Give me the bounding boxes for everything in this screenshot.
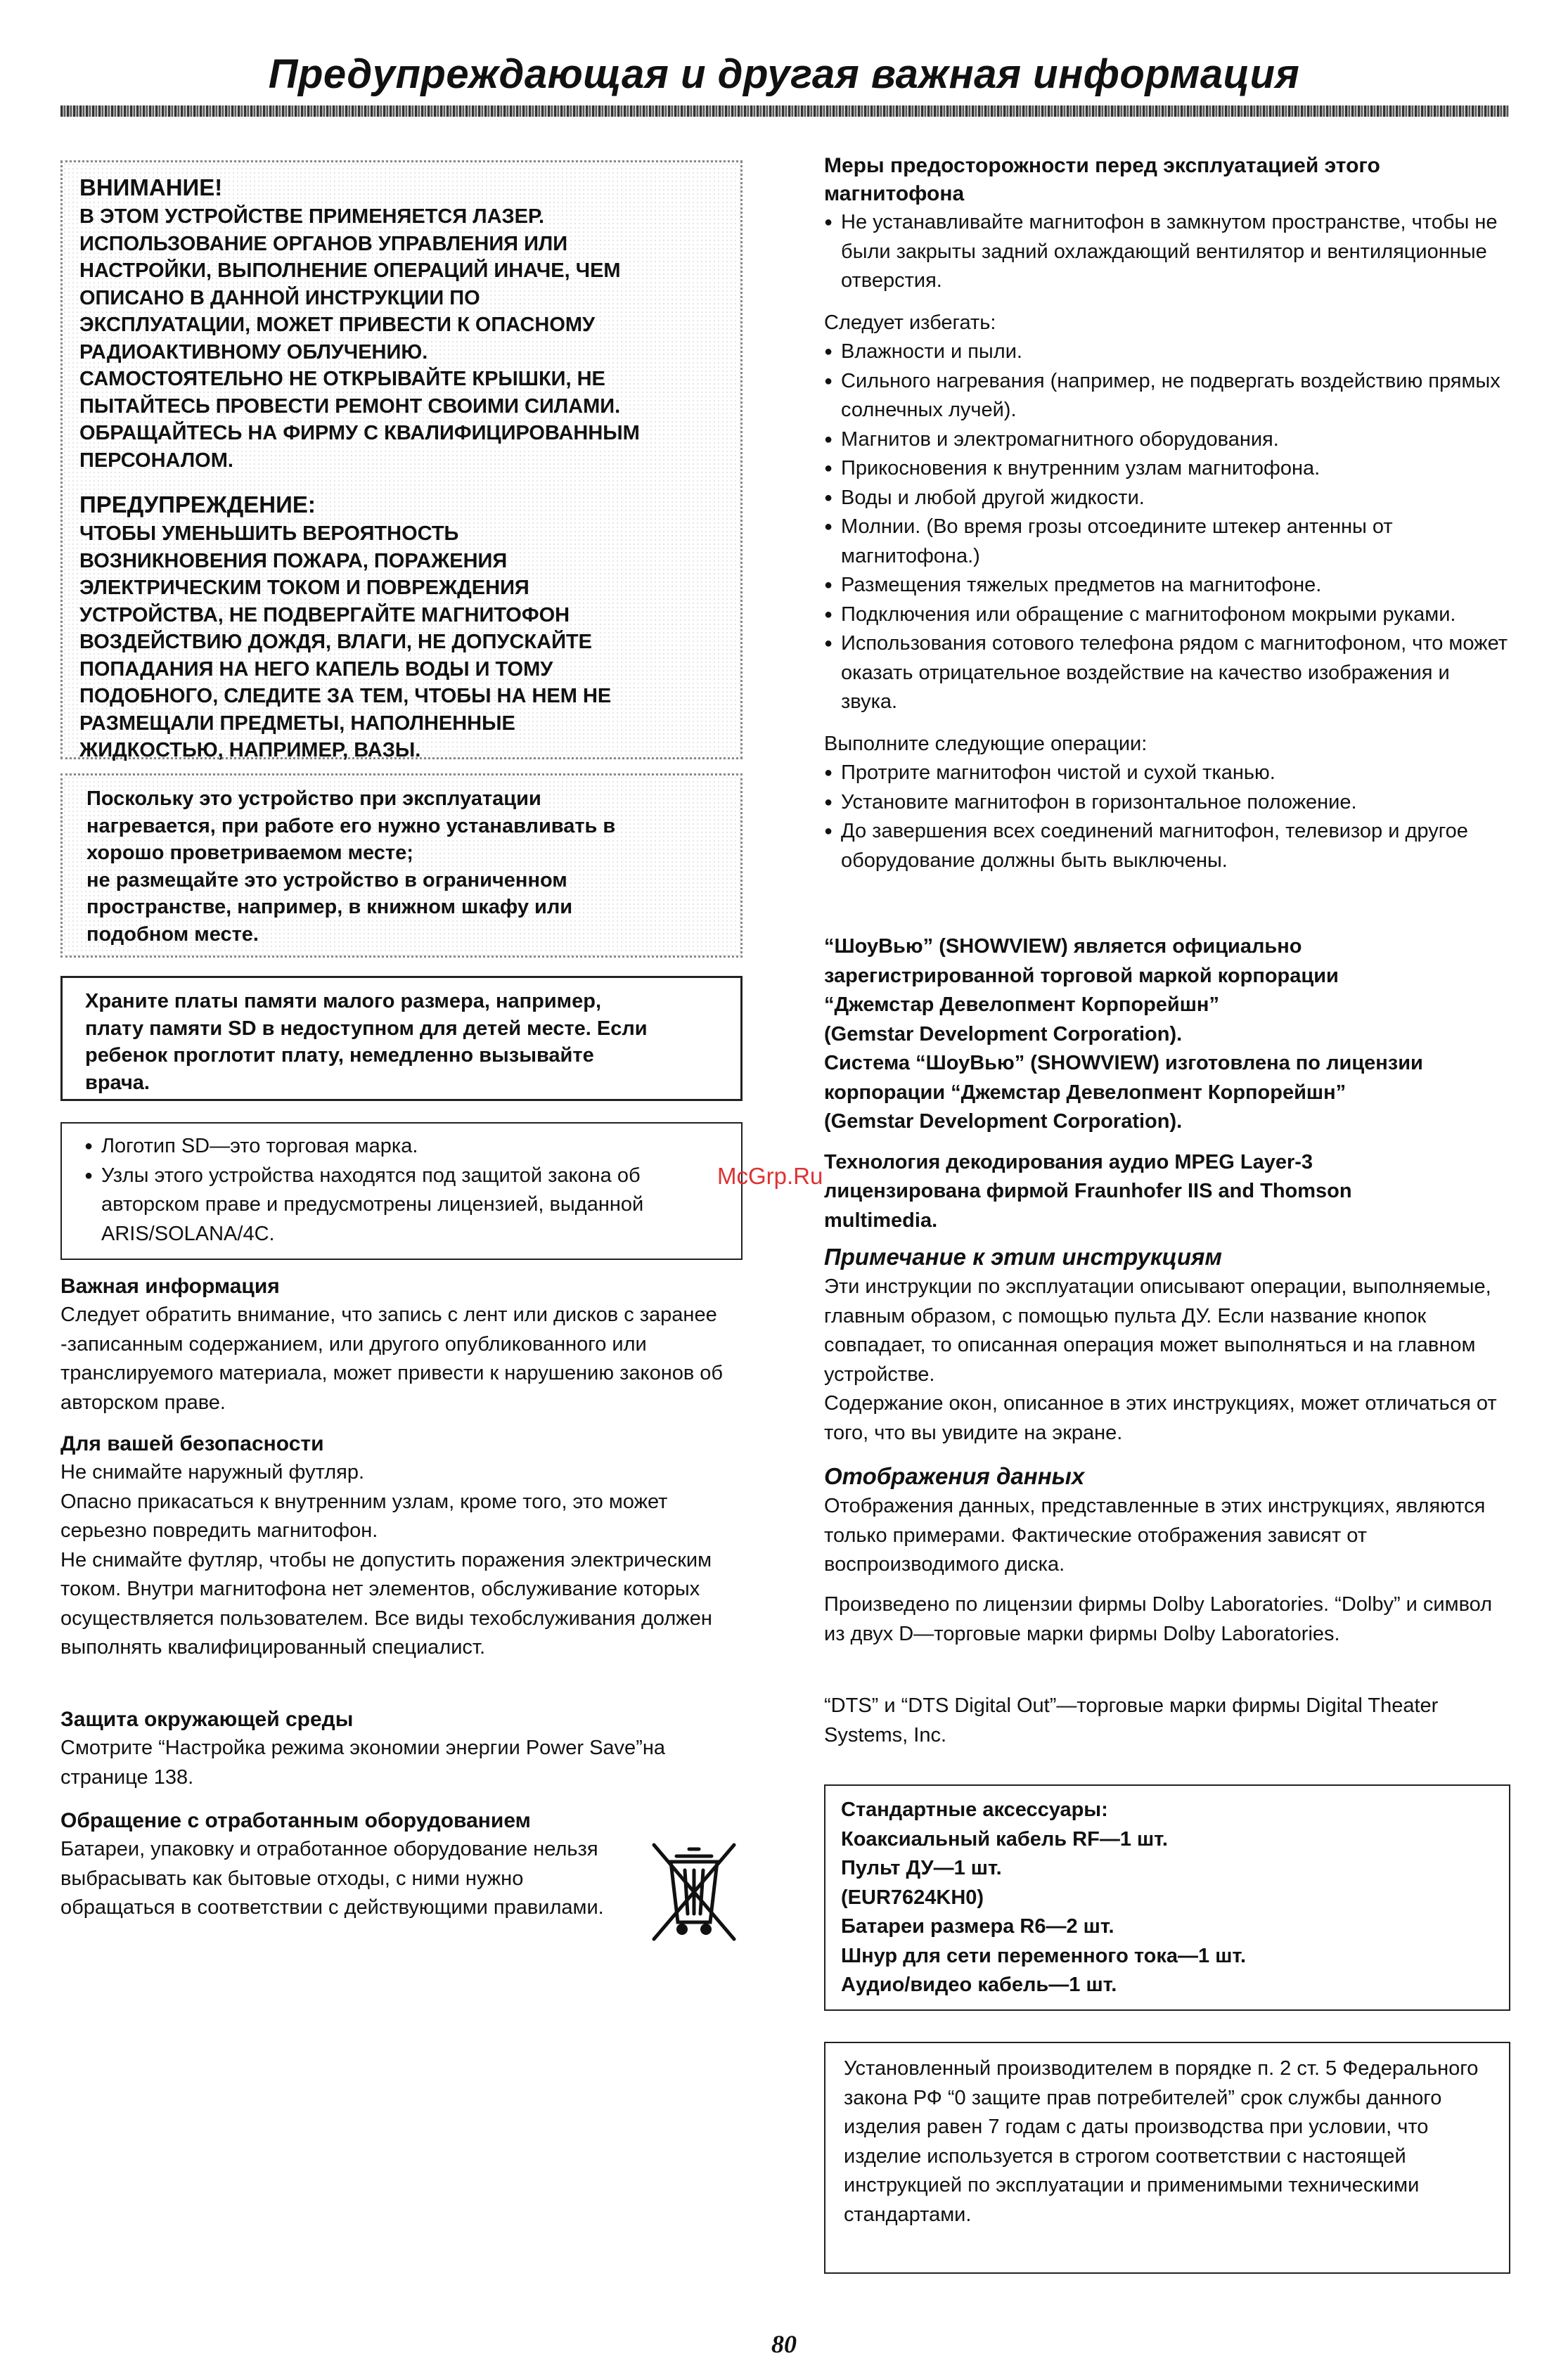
trademark-box (60, 1122, 743, 1260)
caution-line: САМОСТОЯТЕЛЬНО НЕ ОТКРЫВАЙТЕ КРЫШКИ, НЕ (79, 368, 605, 390)
caution-line: РАДИОАКТИВНОМУ ОБЛУЧЕНИЮ. (79, 340, 428, 363)
dolby-text: Произведено по лицензии фирмы Dolby Laboratories. “Dolby” и символ из двух D—торговые марки фирмы Dolby Laboratories. (824, 1593, 1493, 1645)
caution-line: ИСПОЛЬЗОВАНИЕ ОРГАНОВ УПРАВЛЕНИЯ ИЛИ (79, 232, 568, 255)
trademark-item: ● Логотип SD—это торговая марка. (84, 1132, 710, 1162)
disposal-text: Батареи, упаковку и отработанное оборудование нельзя выбрасывать как бытовые отходы, с ними нужно обращаться в соответствии с действующими правилами. (60, 1838, 604, 1919)
showview-line: корпорации “Джемстар Девелопмент Корпорейшн” (824, 1081, 1347, 1104)
display-section (824, 1461, 1510, 1580)
warning-heading: ПРЕДУПРЕЖДЕНИЕ: (79, 491, 316, 517)
safety-para: Не снимайте наружный футляр. (60, 1461, 365, 1484)
caution-line: НАСТРОЙКИ, ВЫПОЛНЕНИЕ ОПЕРАЦИЙ ИНАЧЕ, ЧЕМ (79, 259, 621, 282)
precaution-item: ● Не устанавливайте магнитофон в замкнутом пространстве, чтобы не были закрыты задний охлаждающий вентилятор и вентиляционные отверстия. (824, 208, 1510, 296)
accessories-box (824, 1784, 1510, 2011)
showview-line: Система “ШоуВью” (SHOWVIEW) изготовлена по лицензии (824, 1052, 1423, 1074)
page-number: 80 (771, 2330, 797, 2358)
caution-heading: ВНИМАНИЕ! (79, 174, 223, 200)
accessory-item: Батареи размера R6—2 шт. (841, 1915, 1114, 1938)
warning-line: УСТРОЙСТВА, НЕ ПОДВЕРГАЙТЕ МАГНИТОФОН (79, 603, 570, 626)
safety-para: Опасно прикасаться к внутренним узлам, кроме того, это может серьезно повредить магнитофон. (60, 1490, 668, 1542)
crossed-bin-icon (648, 1839, 740, 1945)
caution-box (60, 160, 743, 759)
page-title: Предупреждающая и другая важная информация (268, 51, 1300, 97)
sd-line: врача. (85, 1071, 150, 1094)
watermark-logo: McGrp.Ru (717, 1163, 823, 1189)
caution-line: ОПИСАНО В ДАННОЙ ИНСТРУКЦИИ ПО (79, 286, 480, 309)
mpeg-line: Технология декодирования аудио MPEG Layer-3 (824, 1150, 1313, 1173)
service-life-box (824, 2042, 1510, 2274)
note-section (824, 1242, 1510, 1448)
caution-line: ЭКСПЛУАТАЦИИ, МОЖЕТ ПРИВЕСТИ К ОПАСНОМУ (79, 314, 596, 336)
important-section (60, 1273, 746, 1417)
showview-line: (Gemstar Development Corporation). (824, 1110, 1183, 1133)
accessory-item: Шнур для сети переменного тока—1 шт. (841, 1944, 1247, 1967)
environment-text: Смотрите “Настройка режима экономии энергии Power Save”на странице 138. (60, 1737, 665, 1789)
trademark-item: ● Узлы этого устройства находятся под защитой закона об авторском праве и предусмотрены лицензией, выданной ARIS/SOLANA/4C. (84, 1162, 710, 1249)
important-heading: Важная информация (60, 1275, 280, 1298)
note-para: Эти инструкции по эксплуатации описывают операции, выполняемые, главным образом, с помощью пульта ДУ. Если название кнопок совпадает, то описанная операция может выполняться и на главном устройстве. (824, 1275, 1491, 1386)
note-heading: Примечание к этим инструкциям (824, 1244, 1222, 1270)
sd-line: Храните платы памяти малого размера, например, (85, 990, 602, 1012)
warning-line: ПОПАДАНИЯ НА НЕГО КАПЕЛЬ ВОДЫ И ТОМУ (79, 657, 553, 681)
caution-line: В ЭТОМ УСТРОЙСТВЕ ПРИМЕНЯЕТСЯ ЛАЗЕР. (79, 205, 545, 228)
environment-heading: Защита окружающей среды (60, 1708, 354, 1731)
safety-heading: Для вашей безопасности (60, 1432, 324, 1455)
safety-para: Не снимайте футляр, чтобы не допустить поражения электрическим током. Внутри магнитофона нет элементов, обслуживание которых осуществляется пользователем. Все виды техобслуживания должен выполнять квалифицированный специалист. (60, 1548, 712, 1659)
warning-line: ЭЛЕКТРИЧЕСКИМ ТОКОМ И ПОВРЕЖДЕНИЯ (79, 577, 529, 599)
avoid-item: ● Использования сотового телефона рядом с магнитофоном, что может оказать отрицательное воздействие на качество изображения и звука. (824, 629, 1510, 717)
disposal-section (60, 1807, 746, 1923)
sd-line: ребенок проглотит плату, немедленно вызывайте (85, 1044, 594, 1067)
warning-line: ЧТОБЫ УМЕНЬШИТЬ ВЕРОЯТНОСТЬ (79, 522, 459, 545)
warning-line: ПОДОБНОГО, СЛЕДИТЕ ЗА ТЕМ, ЧТОБЫ НА НЕМ НЕ (79, 685, 612, 707)
environment-section (60, 1706, 746, 1792)
heat-line: пространстве, например, в книжном шкафу или (86, 896, 573, 918)
service-life-text: Установленный производителем в порядке п. 2 ст. 5 Федерального закона РФ “0 защите прав потребителей” срок службы данного изделия равен 7 годам с даты производства при условии, что изделие используется в строгом соответствии с настоящей инструкцией по эксплуатации и применимыми техническими стандартами. (844, 2057, 1479, 2226)
warning-line: РАЗМЕЩАЛИ ПРЕДМЕТЫ, НАПОЛНЕННЫЕ (79, 712, 515, 735)
display-text: Отображения данных, представленные в этих инструкциях, являются только примерами. Фактические отображения зависят от воспроизводимого диска. (824, 1495, 1486, 1576)
avoid-item: ● Воды и любой другой жидкости. (824, 484, 1510, 513)
showview-line: зарегистрированной торговой маркой корпорации (824, 964, 1339, 987)
accessory-item: Аудио/видео кабель—1 шт. (841, 1974, 1117, 1996)
avoid-item: ● Размещения тяжелых предметов на магнитофоне. (824, 571, 1510, 600)
caution-line: ПЕРСОНАЛОМ. (79, 449, 233, 472)
avoid-item: ● Молнии. (Во время грозы отсоедините штекер антенны от магнитофона.) (824, 513, 1510, 571)
safety-section (60, 1430, 746, 1663)
do-item: ● Установите магнитофон в горизонтальное положение. (824, 788, 1510, 818)
showview-line: “ШоуВью” (SHOWVIEW) является официально (824, 935, 1302, 958)
disposal-heading: Обращение с отработанным оборудованием (60, 1809, 531, 1832)
mpeg-line: multimedia. (824, 1209, 938, 1232)
warning-line: ВОЗДЕЙСТВИЮ ДОЖДЯ, ВЛАГИ, НЕ ДОПУСКАЙТЕ (79, 631, 592, 653)
avoid-item: ● Подключения или обращение с магнитофоном мокрыми руками. (824, 600, 1510, 630)
avoid-item: ● Магнитов и электромагнитного оборудования. (824, 425, 1510, 455)
heat-line: не размещайте это устройство в ограниченном (86, 868, 567, 892)
avoid-item: ● Сильного нагревания (например, не подвергать воздействию прямых солнечных лучей). (824, 367, 1510, 425)
title-rule (60, 105, 1509, 117)
dts-text: “DTS” и “DTS Digital Out”—торговые марки фирмы Digital Theater Systems, Inc. (824, 1694, 1439, 1746)
caution-line: ПЫТАЙТЕСЬ ПРОВЕСТИ РЕМОНТ СВОИМИ СИЛАМИ. (79, 394, 621, 418)
precautions-heading: Меры предосторожности перед эксплуатацией этого магнитофона (824, 154, 1380, 205)
do-item: ● До завершения всех соединений магнитофон, телевизор и другое оборудование должны быть выключены. (824, 817, 1510, 875)
important-text: Следует обратить внимание, что запись с лент или дисков с заранее -записанным содержанием, или другого опубликованного или транслируемого материала, может привести к нарушению законов об авторском праве. (60, 1304, 724, 1414)
mpeg-line: лицензирована фирмой Fraunhofer IIS and Thomson (824, 1180, 1352, 1202)
heat-notice-box (60, 773, 743, 958)
avoid-item: ● Влажности и пыли. (824, 337, 1510, 367)
caution-line: ОБРАЩАЙТЕСЬ НА ФИРМУ С КВАЛИФИЦИРОВАННЫМ (79, 422, 640, 444)
sd-card-warning-box (60, 976, 743, 1101)
do-intro: Выполните следующие операции: (824, 732, 1148, 755)
heat-line: Поскольку это устройство при эксплуатации (86, 787, 541, 810)
accessory-item: Коаксиальный кабель RF—1 шт. (841, 1827, 1168, 1851)
accessory-item: (EUR7624KH0) (841, 1886, 984, 1909)
showview-line: (Gemstar Development Corporation). (824, 1022, 1183, 1045)
heat-line: хорошо проветриваемом месте; (86, 842, 413, 864)
note-para: Содержание окон, описанное в этих инструкциях, может отличаться от того, что вы увидите на экране. (824, 1392, 1497, 1444)
avoid-item: ● Прикосновения к внутренним узлам магнитофона. (824, 454, 1510, 484)
accessories-heading: Стандартные аксессуары: (841, 1798, 1108, 1821)
accessory-item: Пульт ДУ—1 шт. (841, 1857, 1002, 1879)
heat-line: нагревается, при работе его нужно устанавливать в (86, 814, 616, 837)
showview-section (824, 932, 1510, 1235)
display-heading: Отображения данных (824, 1463, 1085, 1489)
dolby-section (824, 1590, 1510, 1649)
do-item: ● Протрите магнитофон чистой и сухой тканью. (824, 759, 1510, 788)
heat-line: подобном месте. (86, 922, 259, 946)
warning-line: ЖИДКОСТЬЮ, НАПРИМЕР, ВАЗЫ. (79, 739, 421, 761)
sd-line: плату памяти SD в недоступном для детей месте. Если (85, 1017, 648, 1040)
precautions-section (824, 152, 1510, 875)
warning-line: ВОЗНИКНОВЕНИЯ ПОЖАРА, ПОРАЖЕНИЯ (79, 549, 508, 572)
showview-line: “Джемстар Девелопмент Корпорейшн” (824, 993, 1219, 1016)
dts-section (824, 1692, 1510, 1750)
avoid-intro: Следует избегать: (824, 311, 996, 334)
